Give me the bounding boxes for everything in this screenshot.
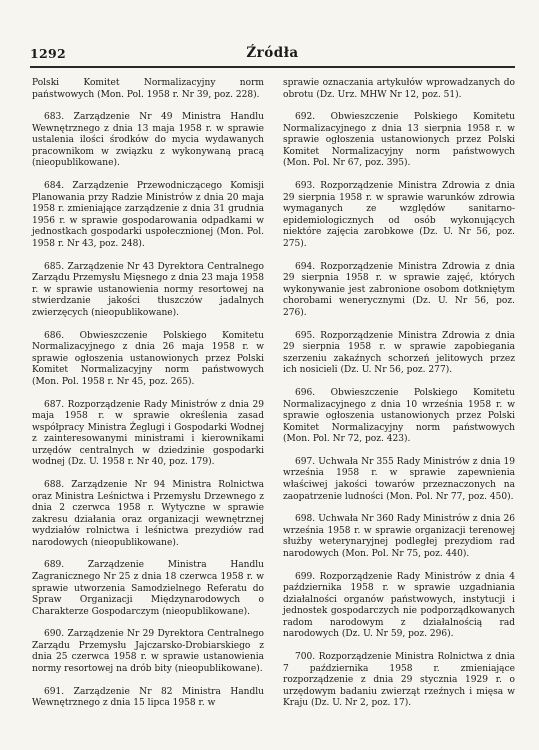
entry-text: Rozporządzenie Ministra Zdrowia z dnia 29 sierpnia 1958 r. w sprawie zapobiegania szerzeniu zakaźnych schorzeń jelitowych przez ich nosicieli (Dz. U. Nr 56, poz. 277).: [283, 330, 515, 376]
source-entry: [283, 652, 515, 710]
entry-number: 694.: [295, 261, 316, 272]
entry-text: Rozporządzenie Ministra Zdrowia z dnia 29 sierpnia 1958 r. w sprawie warunków zdrowia wymaganych ze względów sanitarno-epidemiologicznych od osób wykonujących niektóre zajęcia zarobkowe (Dz. U. Nr 56, poz. 275).: [283, 181, 515, 249]
source-entry: [283, 112, 515, 170]
entry-number: 693.: [295, 181, 316, 192]
entry-number: 686.: [44, 330, 65, 341]
entry-text: Zarządzenie Nr 43 Dyrektora Centralnego Zarządu Przemysłu Mięsnego z dnia 23 maja 1958 r. w sprawie ustanowienia normy resortowej na stwierdzanie jakości tłuszczów jadalnych zwierzęcych (nieopublikowane).: [32, 261, 264, 318]
entry-text: Zarządzenie Przewodniczącego Komisji Planowania przy Radzie Ministrów z dnia 20 maja 1958 r. zmieniające zarządzenie z dnia 31 grudnia 1956 r. w sprawie gospodarowania odpadkami w jednostkach gospodarki uspołecznionej (Mon. Pol. 1958 r. Nr 43, poz. 248).: [32, 181, 264, 249]
source-entry: [32, 480, 264, 549]
source-entry: [283, 181, 515, 250]
source-entry: [283, 331, 515, 377]
entry-text: sprawie oznaczania artykułów wprowadzanych do obrotu (Dz. Urz. MHW Nr 12, poz. 51).: [283, 78, 515, 100]
entry-number: 695.: [295, 330, 316, 341]
entry-number: 688.: [44, 479, 65, 490]
page-number: 1292: [30, 46, 66, 61]
source-entry: [283, 572, 515, 641]
entry-number: 684.: [44, 181, 65, 192]
entry-number: 690.: [44, 629, 65, 640]
entry-text: Rozporządzenie Rady Ministrów z dnia 4 października 1958 r. w sprawie uzgadniania działalności organów państwowych, instytucji i jednostek gospodarczych nie podporządkowanych radom narodowym z działalnością rad narodowych (Dz. U. Nr 59, poz. 296).: [283, 571, 515, 640]
entry-number: 691.: [44, 686, 65, 697]
entry-number: 700.: [295, 652, 316, 663]
entry-number: 698.: [295, 514, 316, 525]
entry-number: 685.: [44, 261, 65, 272]
source-entry: [32, 560, 264, 618]
source-entry: [32, 181, 264, 250]
source-entry: [283, 262, 515, 320]
entry-text: Obwieszczenie Polskiego Komitetu Normalizacyjnego z dnia 13 sierpnia 1958 r. w sprawie ogłoszenia ustanowionych przez Polski Komitet Normalizacyjny norm państwowych (Mon. Pol. Nr 67, poz. 395).: [283, 112, 515, 169]
entry-number: 692.: [295, 112, 316, 123]
entry-number: 689.: [44, 560, 65, 571]
running-title: Źródła: [246, 45, 299, 61]
entry-text: Obwieszczenie Polskiego Komitetu Normalizacyjnego z dnia 10 września 1958 r. w sprawie ogłoszenia ustanowionych przez Polski Komitet Normalizacyjny norm państwowych (Mon. Pol. Nr 72, poz. 423).: [283, 387, 515, 445]
entry-number: 696.: [295, 387, 316, 398]
source-entry: [32, 331, 264, 389]
right-column: [283, 78, 515, 721]
source-entry: [283, 78, 515, 101]
entry-text: Rozporządzenie Ministra Rolnictwa z dnia 7 października 1958 r. zmieniające rozporządzenie z dnia 29 stycznia 1929 r. o urzędowym badaniu zwierząt rzeźnych i mięsa w Kraju (Dz. U. Nr 2, poz. 17).: [283, 652, 515, 709]
source-entry: [283, 514, 515, 560]
entry-number: 687.: [44, 399, 65, 410]
entry-text: Rozporządzenie Ministra Zdrowia z dnia 29 sierpnia 1958 r. w sprawie zajęć, których wykonywanie jest zabronione osobom dotkniętym chorobami wenerycznymi (Dz. U. Nr 56, poz. 276).: [283, 261, 515, 318]
entry-text: Zarządzenie Nr 82 Ministra Handlu Wewnętrznego z dnia 15 lipca 1958 r. w: [32, 686, 264, 709]
entry-text: Zarządzenie Ministra Handlu Zagranicznego Nr 25 z dnia 18 czerwca 1958 r. w sprawie utworzenia Samodzielnego Referatu do Spraw Organizacji Międzynarodowych o Charakterze Gospodarczym (nieopublikowane).: [32, 560, 264, 617]
entry-number: 683.: [44, 112, 65, 123]
entry-text: Zarządzenie Nr 29 Dyrektora Centralnego Zarządu Przemysłu Jajczarsko-Drobiarskiego z dnia 25 czerwca 1958 r. w sprawie ustanowienia normy resortowej na drób bity (nieopublikowane).: [32, 629, 264, 675]
source-entry: [32, 112, 264, 170]
entry-text: Rozporządzenie Rady Ministrów z dnia 29 maja 1958 r. w sprawie określenia zasad współpracy Ministra Żeglugi i Gospodarki Wodnej z zainteresowanymi ministrami i kierownikami urzędów centralnych w dziedzinie gospodarki wodnej (Dz. U. 1958 r. Nr 40, poz. 179).: [32, 399, 264, 468]
source-entry: [32, 400, 264, 469]
source-entry: [32, 78, 264, 101]
entry-text: Polski Komitet Normalizacyjny norm państwowych (Mon. Pol. 1958 r. Nr 39, poz. 228).: [32, 78, 264, 100]
entry-text: Uchwała Nr 360 Rady Ministrów z dnia 26 września 1958 r. w sprawie organizacji terenowej służby weterynaryjnej podległej prezydiom rad narodowych (Mon. Pol. Nr 75, poz. 440).: [283, 514, 515, 559]
source-entry: [32, 687, 264, 710]
source-entry: [32, 629, 264, 675]
page-header: [30, 46, 515, 66]
header-rule: [30, 66, 515, 68]
entry-text: Zarządzenie Nr 49 Ministra Handlu Wewnętrznego z dnia 13 maja 1958 r. w sprawie ustalenia ilości środków do mycia wydawanych pracownikom w związku z wykonywaną pracą (nieopublikowane).: [32, 112, 264, 169]
source-entry: [283, 388, 515, 446]
source-entry: [32, 262, 264, 320]
source-entry: [283, 457, 515, 503]
entry-text: Zarządzenie Nr 94 Ministra Rolnictwa oraz Ministra Leśnictwa i Przemysłu Drzewnego z dnia 2 czerwca 1958 r. Wytyczne w sprawie zakresu działania oraz organizacji wewnętrznej wydziałów rolnictwa i leśnictwa prezydiów rad narodowych (nieopublikowane).: [32, 479, 264, 548]
entry-text: Uchwała Nr 355 Rady Ministrów z dnia 19 września 1958 r. w sprawie zapewnienia właściwej jakości towarów przeznaczonych na zaopatrzenie ludności (Mon. Pol. Nr 77, poz. 450).: [283, 456, 515, 502]
entry-text: Obwieszczenie Polskiego Komitetu Normalizacyjnego z dnia 26 maja 1958 r. w sprawie ogłoszenia ustanowionych przez Polski Komitet Normalizacyjny norm państwowych (Mon. Pol. 1958 r. Nr 45, poz. 265).: [32, 330, 264, 387]
entry-number: 699.: [295, 571, 316, 582]
entry-number: 697.: [295, 456, 316, 467]
left-column: [32, 78, 264, 721]
